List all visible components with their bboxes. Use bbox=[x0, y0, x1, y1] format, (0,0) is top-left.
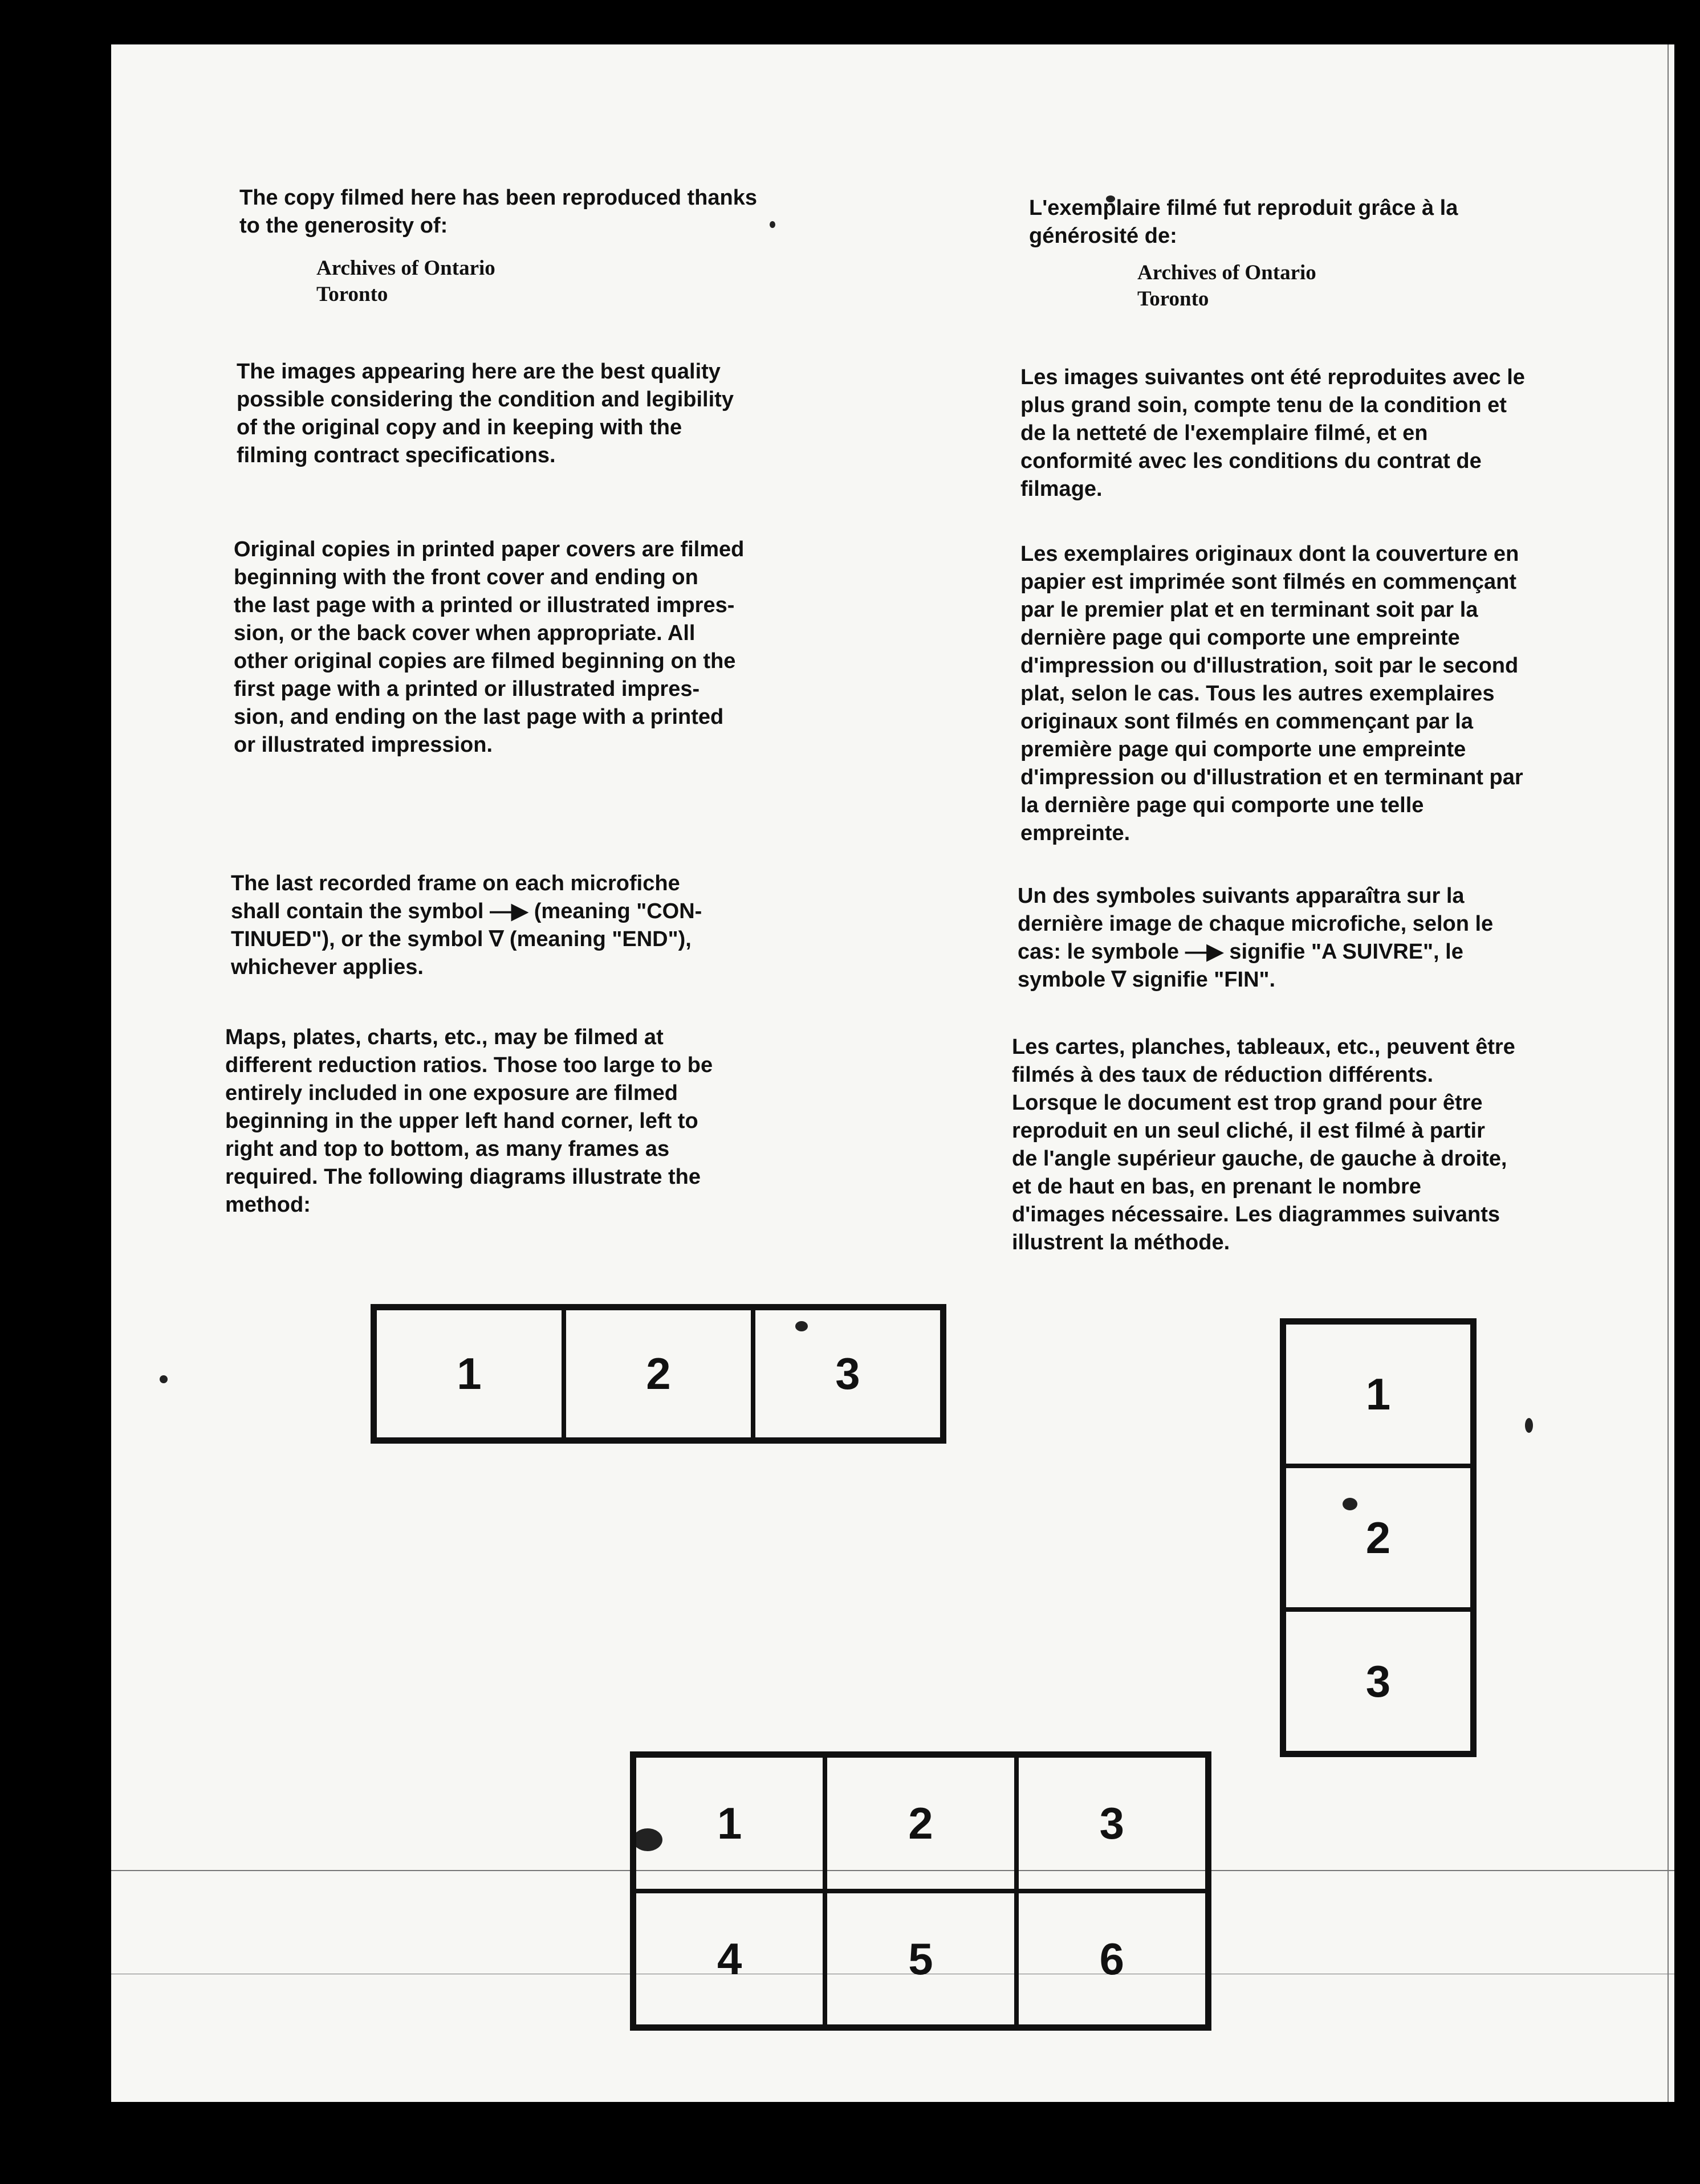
frame-cell: 1 bbox=[375, 1308, 564, 1440]
diagram-vertical-frames bbox=[1280, 1318, 1477, 1757]
frame-cell: 1 bbox=[1284, 1322, 1473, 1466]
english-maps-paragraph: Maps, plates, charts, etc., may be filmed at different reduction ratios. Those too large to be entirely included in one exposure are filmed beginning in the upper left hand corner, left to right and top to bottom, as many frames as required. The following diagrams illustrate the method: bbox=[225, 1025, 713, 1217]
english-symbols-paragraph: The last recorded frame on each microfiche shall contain the symbol —▶ (meaning "CON- TINUED"), or the symbol ∇ (meaning "END"), whichever applies. bbox=[231, 871, 702, 979]
diagram-grid-frames bbox=[630, 1751, 1211, 2031]
film-speck bbox=[160, 1375, 168, 1383]
microfiche-target-page bbox=[111, 44, 1674, 2102]
english-covers-paragraph: Original copies in printed paper covers are filmed beginning with the front cover and ending on the last page with a printed or illustrated impres- sion, or the back cover when appropriate. All other original copies are filmed beginning on the first page with a printed or illustrated impres- sion, and ending on the last page with a printed or illustrated impression. bbox=[234, 537, 745, 757]
frame-cell: 5 bbox=[825, 1891, 1016, 2027]
english-quality-paragraph: The images appearing here are the best quality possible considering the condition and legibility of the original copy and in keeping with the filming contract specifications. bbox=[237, 360, 734, 467]
film-speck bbox=[1525, 1418, 1533, 1433]
french-maps-paragraph: Les cartes, planches, tableaux, etc., peuvent être filmés à des taux de réduction différents. Lorsque le document est trop grand pour être reproduit en un seul cliché, il est filmé à partir de l'angle supérieur gauche, de gauche à droite, et de haut en bas, en prenant le nombre d'images nécessaire. Les diagrammes suivants illustrent la méthode. bbox=[1012, 1035, 1515, 1254]
diagram-horizontal-frames bbox=[371, 1304, 946, 1444]
french-covers-paragraph: Les exemplaires originaux dont la couverture en papier est imprimée sont filmés en commençant par le premier plat et en terminant soit par la dernière page qui comporte une empreinte d'impression ou d'illustration, soit par le second plat, selon le cas. Tous les autres exemplaires originaux sont filmés en commençant par la première page qui comporte une empreinte d'impression ou d'illustration et en terminant par la dernière page qui comporte une telle empreinte. bbox=[1020, 542, 1523, 845]
english-archive-city: Toronto bbox=[316, 283, 388, 306]
french-archive-city: Toronto bbox=[1137, 287, 1209, 311]
frame-cell: 3 bbox=[1016, 1755, 1207, 1891]
french-archive-name: Archives of Ontario bbox=[1137, 261, 1316, 284]
frame-cell: 6 bbox=[1016, 1891, 1207, 2027]
frame-cell: 2 bbox=[564, 1308, 753, 1440]
frame-cell: 3 bbox=[1284, 1610, 1473, 1753]
english-intro: The copy filmed here has been reproduced thanks to the generosity of: bbox=[239, 186, 758, 238]
french-quality-paragraph: Les images suivantes ont été reproduites avec le plus grand soin, compte tenu de la condition et de la netteté de l'exemplaire filmé, et en conformité avec les conditions du contrat de filmage. bbox=[1020, 365, 1525, 501]
frame-cell: 4 bbox=[634, 1891, 825, 2027]
frame-cell: 1 bbox=[634, 1755, 825, 1891]
film-speck bbox=[770, 221, 775, 228]
french-symbols-paragraph: Un des symboles suivants apparaîtra sur la dernière image de chaque microfiche, selon le cas: le symbole —▶ signifie "A SUIVRE", le symbole ∇ signifie "FIN". bbox=[1018, 884, 1494, 992]
frame-cell: 2 bbox=[1284, 1466, 1473, 1610]
frame-cell: 2 bbox=[825, 1755, 1016, 1891]
film-scratch bbox=[1668, 44, 1669, 2102]
frame-cell: 3 bbox=[753, 1308, 942, 1440]
french-intro: L'exemplaire filmé fut reproduit grâce à la générosité de: bbox=[1029, 196, 1458, 248]
english-archive-name: Archives of Ontario bbox=[316, 256, 495, 280]
